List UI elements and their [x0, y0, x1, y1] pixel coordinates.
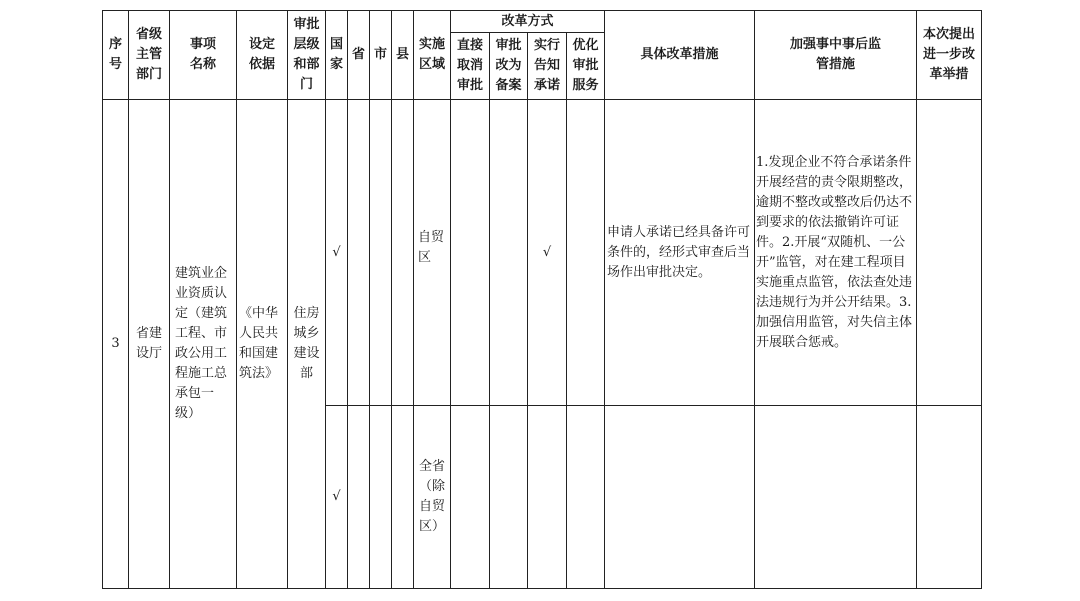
- province-cell: [348, 100, 370, 406]
- header-optimize: 优化审批服务: [567, 33, 605, 100]
- header-supervision: 加强事中事后监管措施: [755, 11, 917, 100]
- header-notify: 实行告知承诺: [528, 33, 567, 100]
- reform-table: [102, 10, 982, 589]
- row-dept: 省建设厅: [129, 100, 170, 589]
- further-cell: [917, 100, 982, 406]
- nation-mark-2: √: [326, 406, 348, 589]
- row-basis: 《中华人民共和国建筑法》: [237, 100, 288, 589]
- county-cell-2: [392, 406, 414, 589]
- filing-cell: [490, 100, 528, 406]
- header-further: 本次提出进一步改革举措: [917, 11, 982, 100]
- supervision-cell: 1.发现企业不符合承诺条件开展经营的责令限期整改，逾期不整改或整改后仍达不到要求的依法撤销许可证件。2.开展“双随机、一公开”监管，对在建工程项目实施重点监管，依法查处违法违规行为并公开结果。3.加强信用监管，对失信主体开展联合惩戒。: [755, 100, 917, 406]
- header-dept: 省级主管部门: [129, 11, 170, 100]
- row-item: 建筑业企业资质认定（建筑工程、市政公用工程施工总承包一级）: [170, 100, 237, 589]
- row-seq: 3: [103, 100, 129, 589]
- header-area: 实施区域: [414, 11, 451, 100]
- county-cell: [392, 100, 414, 406]
- header-measures: 具体改革措施: [605, 11, 755, 100]
- notify-cell-2: [528, 406, 567, 589]
- header-basis: 设定依据: [237, 11, 288, 100]
- supervision-cell-2: [755, 406, 917, 589]
- header-reform-mode: 改革方式: [451, 11, 605, 33]
- city-cell: [370, 100, 392, 406]
- measures-cell: 申请人承诺已经具备许可条件的，经形式审查后当场作出审批决定。: [605, 100, 755, 406]
- area-cell-2: 全省（除自贸区）: [414, 406, 451, 589]
- header-seq: 序号: [103, 11, 129, 100]
- header-item: 事项名称: [170, 11, 237, 100]
- measures-cell-2: [605, 406, 755, 589]
- header-cancel: 直接取消审批: [451, 33, 490, 100]
- notify-mark: √: [528, 100, 567, 406]
- cancel-cell: [451, 100, 490, 406]
- area-cell: 自贸区: [414, 100, 451, 406]
- header-filing: 审批改为备案: [490, 33, 528, 100]
- header-city: 市: [370, 11, 392, 100]
- city-cell-2: [370, 406, 392, 589]
- header-province: 省: [348, 11, 370, 100]
- row-level: 住房城乡建设部: [288, 100, 326, 589]
- optimize-cell: [567, 100, 605, 406]
- header-level: 审批层级和部门: [288, 11, 326, 100]
- optimize-cell-2: [567, 406, 605, 589]
- header-nation: 国家: [326, 11, 348, 100]
- header-county: 县: [392, 11, 414, 100]
- cancel-cell-2: [451, 406, 490, 589]
- filing-cell-2: [490, 406, 528, 589]
- nation-mark: √: [326, 100, 348, 406]
- further-cell-2: [917, 406, 982, 589]
- province-cell-2: [348, 406, 370, 589]
